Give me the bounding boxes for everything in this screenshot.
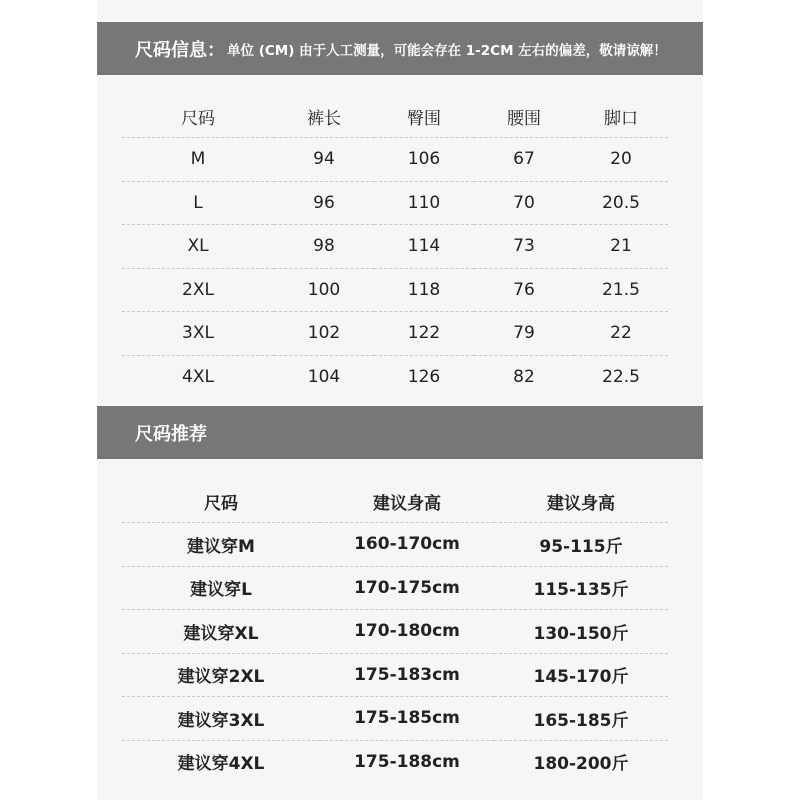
cell-hip: 126 xyxy=(407,366,441,387)
cell-waist: 79 xyxy=(474,312,574,356)
table-row xyxy=(122,653,668,697)
table-row xyxy=(122,138,668,182)
cell-recommended-size: 建议穿L xyxy=(122,566,320,610)
cell-size: 2XL xyxy=(122,268,274,312)
size-chart-panel xyxy=(97,0,703,800)
cell-hip: 106 xyxy=(374,138,474,182)
cell-length: 102 xyxy=(274,312,374,356)
cell-weight-range: 95-115斤 xyxy=(494,523,668,567)
cell-height-range: 170-180cm xyxy=(320,610,494,654)
cell-hem: 22.5 xyxy=(602,366,640,387)
cell-hip: 118 xyxy=(374,268,474,312)
cell-hem: 20 xyxy=(574,138,668,182)
cell-waist: 73 xyxy=(474,225,574,269)
cell-length: 96 xyxy=(274,181,374,225)
cell-length: 104 xyxy=(307,366,341,387)
cell-weight-range: 145-170斤 xyxy=(494,653,668,697)
cell-hem: 22 xyxy=(574,312,668,356)
header-size: 尺码 xyxy=(122,95,274,138)
header-size: 尺码 xyxy=(122,480,320,523)
cell-size: XL xyxy=(122,225,274,269)
cell-hem: 20.5 xyxy=(574,181,668,225)
recommend-header-bar xyxy=(97,406,703,459)
cell-waist: 76 xyxy=(474,268,574,312)
cell-height-range: 175-185cm xyxy=(320,697,494,741)
cell-hip: 122 xyxy=(374,312,474,356)
measurement-note: 单位 (CM) 由于人工测量，可能会存在 1-2CM 左右的偏差，敬请谅解！ xyxy=(227,42,667,59)
cell-weight-range: 115-135斤 xyxy=(494,566,668,610)
recommend-table xyxy=(122,480,668,783)
header-hip: 臀围 xyxy=(374,95,474,138)
cell-length: 98 xyxy=(274,225,374,269)
cell-height-range: 175-188cm xyxy=(354,751,460,772)
cell-waist: 67 xyxy=(474,138,574,182)
cell-recommended-size: 建议穿2XL xyxy=(122,653,320,697)
cell-hip: 114 xyxy=(374,225,474,269)
cell-size: L xyxy=(122,181,274,225)
cell-recommended-size: 建议穿3XL xyxy=(122,697,320,741)
cell-recommended-size: 建议穿XL xyxy=(122,610,320,654)
cell-length: 100 xyxy=(274,268,374,312)
table-row xyxy=(122,566,668,610)
cell-size: M xyxy=(122,138,274,182)
cell-weight-range: 180-200斤 xyxy=(533,754,629,775)
cell-weight-range: 130-150斤 xyxy=(494,610,668,654)
header-hem: 脚口 xyxy=(574,95,668,138)
recommend-title: 尺码推荐 xyxy=(135,423,207,445)
cell-size: 4XL xyxy=(182,366,214,387)
cell-waist: 82 xyxy=(513,366,535,387)
table-row xyxy=(122,225,668,269)
header-weight: 建议身高 xyxy=(494,480,668,523)
table-row xyxy=(122,268,668,312)
cell-hem: 21.5 xyxy=(574,268,668,312)
cell-recommended-size: 建议穿4XL xyxy=(177,754,265,775)
size-info-title: 尺码信息： xyxy=(135,39,225,61)
table-row xyxy=(122,740,668,783)
table-row xyxy=(122,181,668,225)
header-waist: 腰围 xyxy=(474,95,574,138)
table-row xyxy=(122,523,668,567)
table-row xyxy=(122,355,668,398)
cell-hip: 110 xyxy=(374,181,474,225)
table-header-row xyxy=(122,480,668,523)
cell-height-range: 175-183cm xyxy=(320,653,494,697)
cell-height-range: 170-175cm xyxy=(320,566,494,610)
header-length: 裤长 xyxy=(274,95,374,138)
size-info-header-bar xyxy=(97,22,703,75)
cell-recommended-size: 建议穿M xyxy=(122,523,320,567)
size-info-table xyxy=(122,95,668,398)
cell-size: 3XL xyxy=(122,312,274,356)
cell-hem: 21 xyxy=(574,225,668,269)
cell-weight-range: 165-185斤 xyxy=(494,697,668,741)
table-row xyxy=(122,610,668,654)
table-header-row xyxy=(122,95,668,138)
cell-height-range: 160-170cm xyxy=(320,523,494,567)
cell-length: 94 xyxy=(274,138,374,182)
table-row xyxy=(122,697,668,741)
cell-waist: 70 xyxy=(474,181,574,225)
table-row xyxy=(122,312,668,356)
header-height: 建议身高 xyxy=(320,480,494,523)
